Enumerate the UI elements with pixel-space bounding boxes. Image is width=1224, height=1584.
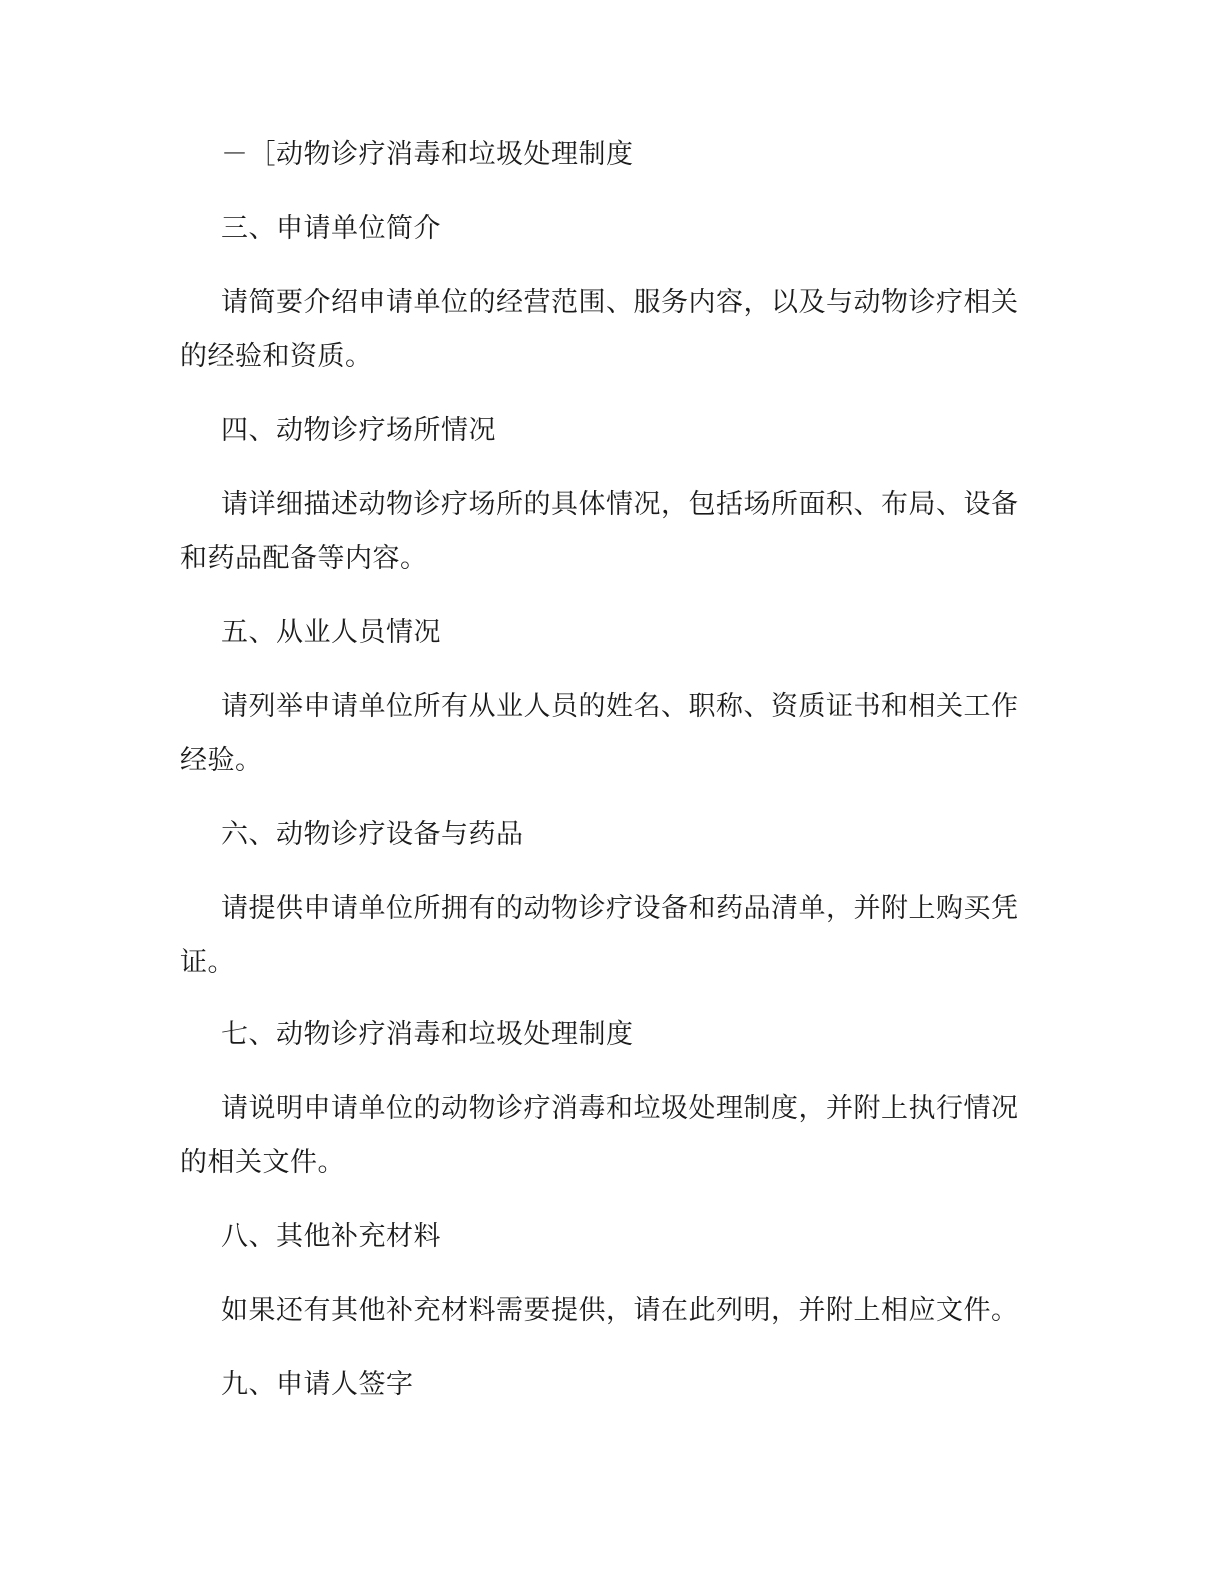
paragraph-disinfection-waste-line1: 请说明申请单位的动物诊疗消毒和垃圾处理制度，并附上执行情况	[221, 1093, 1019, 1124]
paragraph-applicant-profile-line1: 请简要介绍申请单位的经营范围、服务内容，以及与动物诊疗相关	[221, 287, 1019, 318]
paragraph-staff-line1: 请列举申请单位所有从业人员的姓名、职称、资质证书和相关工作	[221, 691, 1019, 722]
list-item-disinfection-system: －［动物诊疗消毒和垃圾处理制度	[221, 139, 634, 170]
section-heading-clinic-premises: 四、动物诊疗场所情况	[221, 415, 496, 446]
section-heading-equipment-drugs: 六、动物诊疗设备与药品	[221, 819, 524, 850]
paragraph-supplementary: 如果还有其他补充材料需要提供，请在此列明，并附上相应文件。	[221, 1295, 1019, 1326]
section-heading-applicant-profile: 三、申请单位简介	[221, 213, 441, 244]
section-heading-disinfection-waste: 七、动物诊疗消毒和垃圾处理制度	[221, 1019, 634, 1050]
paragraph-clinic-premises-line2: 和药品配备等内容。	[180, 543, 428, 574]
paragraph-applicant-profile-line2: 的经验和资质。	[180, 341, 373, 372]
paragraph-equipment-drugs-line1: 请提供申请单位所拥有的动物诊疗设备和药品清单，并附上购买凭	[221, 893, 1019, 924]
paragraph-clinic-premises-line1: 请详细描述动物诊疗场所的具体情况，包括场所面积、布局、设备	[221, 489, 1019, 520]
paragraph-disinfection-waste-line2: 的相关文件。	[180, 1147, 345, 1178]
paragraph-equipment-drugs-line2: 证。	[180, 947, 235, 978]
section-heading-supplementary: 八、其他补充材料	[221, 1221, 441, 1252]
section-heading-applicant-signature: 九、申请人签字	[221, 1369, 414, 1400]
paragraph-staff-line2: 经验。	[180, 745, 263, 776]
section-heading-staff: 五、从业人员情况	[221, 617, 441, 648]
